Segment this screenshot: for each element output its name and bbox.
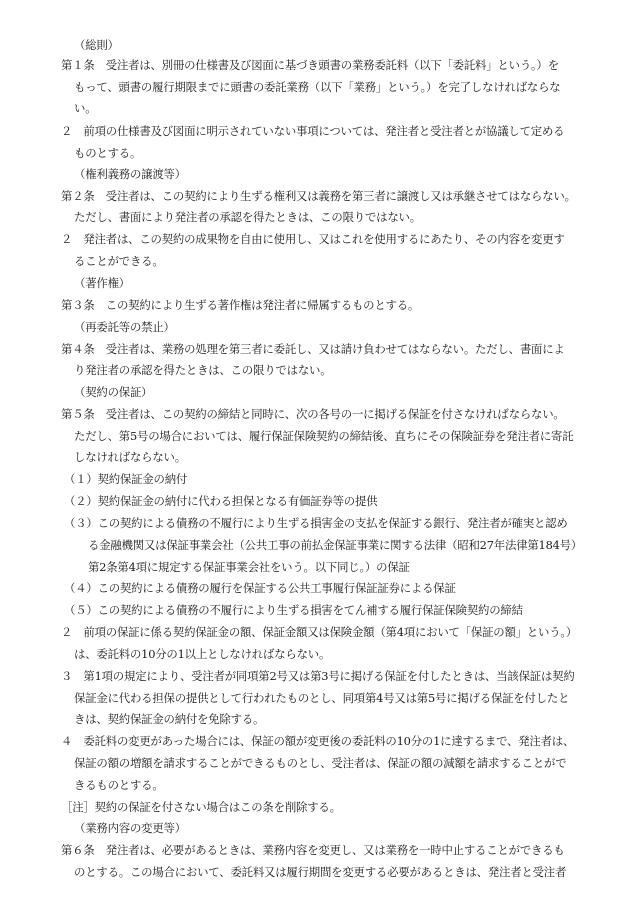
article-5-line-3: しなければならない。 <box>74 450 186 464</box>
article-5-item-3-line-2: る金融機関又は保証事業会社（公共工事の前払金保証事業に関する法律（昭和27年法律第184号） <box>88 538 583 552</box>
article-5-note: ［注］契約の保証を付さない場合はこの条を削除する。 <box>61 800 341 814</box>
heading-contract-guarantee: （契約の保証） <box>74 385 153 399</box>
article-5-item-3-line-3: 第2条第4項に規定する保証事業会社をいう。以下同じ。）の保証 <box>88 560 410 574</box>
heading-copyright: （著作権） <box>74 276 130 290</box>
heading-general: （総則） <box>74 38 119 52</box>
article-6-line-1: 第６条 発注者は、必要があるときは、業務内容を変更し、又は業務を一時中止することができるも <box>61 843 565 857</box>
article-5-item-4: （４）この契約による債務の履行を保証する公共工事履行保証証券による保証 <box>64 581 456 595</box>
article-5-para-4-line-2: 保証の額の増額を請求することができるものとし、受注者は、保証の額の減額を請求することがで <box>74 756 567 770</box>
article-5-para-4-line-1: ４ 委託料の変更があった場合には、保証の額が変更後の委託料の10分の1に達するまで、発注者は、 <box>61 734 575 748</box>
article-4-line-2: り発注者の承認を得たときは、この限りではない。 <box>74 363 332 377</box>
article-5-line-2: ただし、第5号の場合においては、履行保証保険契約の締結後、直ちにその保険証券を発注者に寄託 <box>74 429 574 443</box>
article-1-line-2: もって、頭書の履行期限までに頭書の委託業務（以下「業務」という。）を完了しなければならな <box>74 80 561 94</box>
article-2-para-2-line-2: ることができる。 <box>74 254 164 268</box>
article-1-para-2-line-2: ものとする。 <box>74 146 142 160</box>
article-5-item-2: （２）契約保証金の納付に代わる担保となる有価証券等の提供 <box>64 494 378 508</box>
article-5-para-3-line-3: きは、契約保証金の納付を免除する。 <box>74 712 265 726</box>
article-5-item-5: （５）この契約による債務の不履行により生ずる損害をてん補する履行保証保険契約の締結 <box>64 603 523 617</box>
article-1-para-2-line-1: ２ 前項の仕様書及び図面に明示されていない事項については、発注者と受注者とが協議して定める <box>61 124 565 138</box>
article-1-line-1: 第１条 受注者は、別冊の仕様書及び図面に基づき頭書の業務委託料（以下「委託料」という。）を <box>61 58 559 72</box>
article-5-para-4-line-3: きるものとする。 <box>74 778 164 792</box>
article-4-line-1: 第４条 受注者は、業務の処理を第三者に委託し、又は請け負わせてはならない。ただし、書面によ <box>61 342 565 356</box>
article-5-line-1: 第５条 受注者は、この契約の締結と同時に、次の各号の一に掲げる保証を付さなければならない。 <box>61 407 565 421</box>
article-5-para-2-line-1: ２ 前項の保証に係る契約保証金の額、保証金額又は保険金額（第4項において「保証の額」という。） <box>61 625 578 639</box>
article-1-line-3: い。 <box>74 101 97 115</box>
heading-work-changes: （業務内容の変更等） <box>74 821 186 835</box>
article-2-para-2-line-1: ２ 発注者は、この契約の成果物を自由に使用し、又はこれを使用するにあたり、その内容を変更す <box>61 232 565 246</box>
article-2-line-2: ただし、書面により発注者の承認を得たときは、この限りではない。 <box>74 210 421 224</box>
article-5-para-3-line-2: 保証金に代わる担保の提供として行われたものとし、同項第4号又は第5号に掲げる保証を付したと <box>74 691 570 705</box>
article-6-line-2: のとする。この場合において、委託料又は履行期間を変更する必要があるときは、発注者と受注者 <box>74 865 567 879</box>
article-2-line-1: 第２条 受注者は、この契約により生ずる権利又は義務を第三者に譲渡し又は承継させてはならない。 <box>61 189 576 203</box>
article-3-line-1: 第３条 この契約により生ずる著作権は発注者に帰属するものとする。 <box>61 298 420 312</box>
heading-transfer-of-rights: （権利義務の譲渡等） <box>74 167 186 181</box>
article-5-para-2-line-2: は、委託料の10分の1以上としなければならない。 <box>74 647 331 661</box>
heading-subcontract-prohibition: （再委託等の禁止） <box>74 320 175 334</box>
article-5-item-1: （１）契約保証金の納付 <box>64 472 188 486</box>
article-5-item-3-line-1: （３）この契約による債務の不履行により生ずる損害金の支払を保証する銀行、発注者が確実と認め <box>64 516 568 530</box>
article-5-para-3-line-1: ３ 第1項の規定により、受注者が同項第2号又は第3号に掲げる保証を付したときは、当該保証は契約 <box>61 669 575 683</box>
